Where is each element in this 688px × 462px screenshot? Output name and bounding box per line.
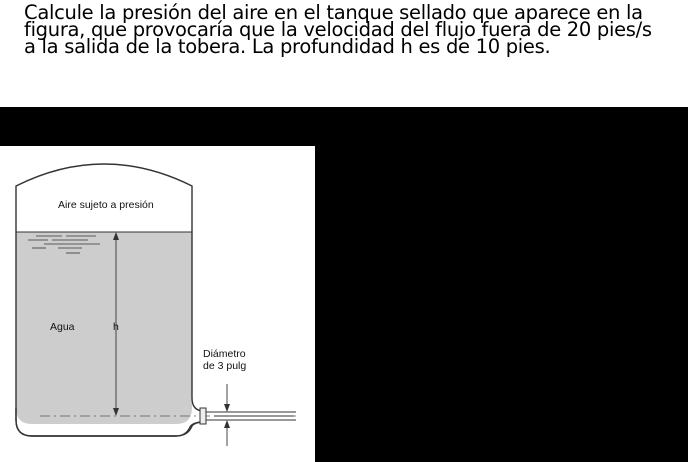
nozzle (200, 408, 206, 424)
air-label: Aire sujeto a presión (58, 199, 154, 211)
depth-label: h (113, 321, 119, 333)
problem-line-1: Calcule la presión del aire en el tanque sellado que aparece en la (24, 1, 643, 24)
diameter-arrow-top (224, 404, 230, 412)
problem-line-2: figura, que provocaría que la velocidad del flujo fuera de 20 pies/s (24, 18, 652, 41)
diameter-label-line2: de 3 pulg (203, 360, 247, 372)
problem-statement (24, 1, 674, 58)
water-jet (206, 412, 296, 420)
diameter-label-line1: Diámetro (203, 348, 246, 360)
tank-diagram (0, 146, 315, 462)
water-label: Agua (50, 321, 75, 333)
diameter-arrow-bottom (224, 420, 230, 428)
tank-figure (0, 146, 315, 462)
water-region (16, 232, 192, 424)
problem-line-3: a la salida de la tobera. La profundidad h es de 10 pies. (24, 35, 551, 58)
